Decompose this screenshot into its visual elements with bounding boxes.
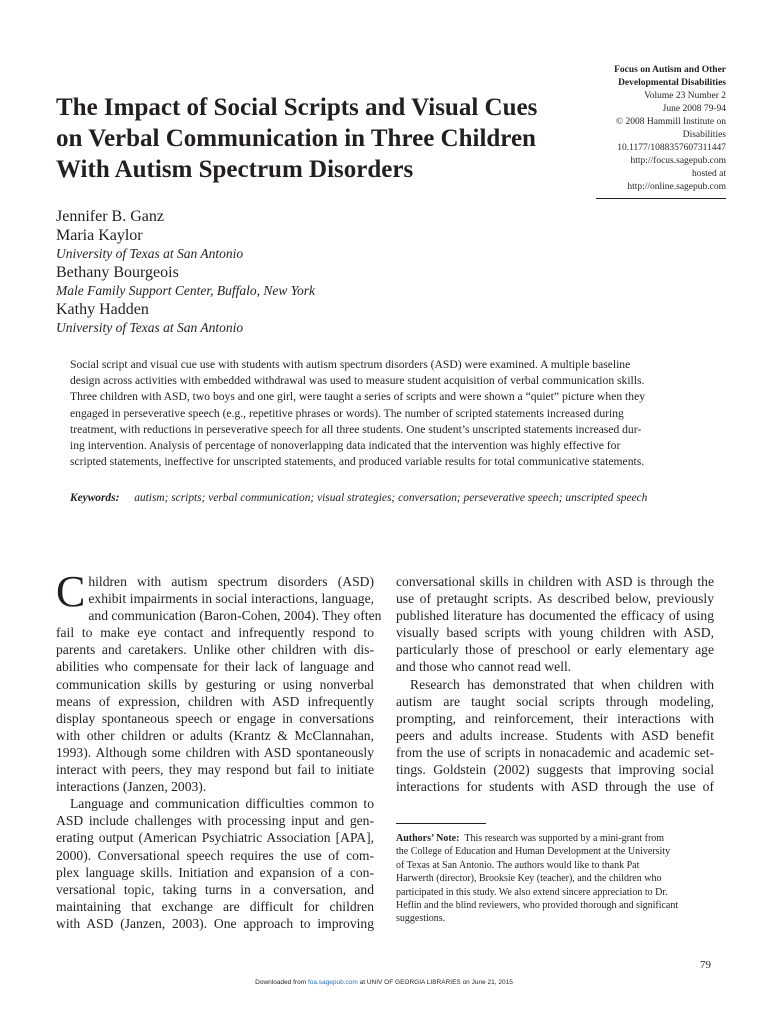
body-line: communication skills by gesturing or using nonverbal bbox=[56, 676, 374, 692]
authors-note-text: This research was supported by a mini-grant from bbox=[464, 833, 665, 844]
body-line: interact with peers, they may respond but fail to initiate bbox=[56, 762, 374, 778]
author-name: Jennifer B. Ganz bbox=[56, 208, 164, 225]
journal-url: http://focus.sagepub.com bbox=[630, 156, 726, 166]
author-name: Kathy Hadden bbox=[56, 301, 149, 318]
journal-date-pages: June 2008 79-94 bbox=[662, 104, 726, 114]
body-line: interactions (Janzen, 2003). bbox=[56, 779, 207, 795]
abstract-line: design across activities with embedded withdrawal was used to measure student acquisition of verbal communication skills. bbox=[70, 374, 645, 388]
keywords-text: autism; scripts; verbal communication; visual strategies; conversation; perseverative speech; unscripted speech bbox=[134, 492, 648, 504]
body-line: hildren with autism spectrum disorders (ASD) bbox=[88, 574, 374, 589]
authors-note bbox=[396, 832, 714, 926]
body-line: versational topic, taking turns in a conversation, and bbox=[56, 881, 374, 897]
body-line: display spontaneous speech or engage in conversations bbox=[56, 710, 374, 726]
body-line: maintaining that exchange are difficult for children bbox=[56, 898, 374, 914]
body-column-right bbox=[396, 573, 714, 795]
body-line: visually based scripts with young children with ASD, bbox=[396, 625, 714, 641]
body-line: abilities who compensate for their lack of language and bbox=[56, 659, 374, 675]
body-line: plex language skills. Initiation and expansion of a con- bbox=[56, 864, 374, 880]
title-line: The Impact of Social Scripts and Visual Cues bbox=[56, 94, 538, 121]
authors-note-line: of Texas at San Antonio. The authors would like to thank Pat bbox=[396, 859, 640, 871]
page-number: 79 bbox=[700, 959, 711, 971]
keywords bbox=[70, 492, 710, 504]
author-affiliation: University of Texas at San Antonio bbox=[56, 246, 244, 261]
authors-note-line: Heflin and the blind reviewers, who provided thorough and significant bbox=[396, 900, 679, 912]
authors-note-line: participated in this study. We also extend sincere appreciation to Dr. bbox=[396, 886, 668, 898]
body-line: and communication (Baron-Cohen, 2004). They often bbox=[88, 608, 382, 624]
body-line: with ASD (Janzen, 2003). One approach to improving bbox=[56, 915, 374, 931]
abstract-line: engaged in perseverative speech (e.g., repetitive phrases or words). The number of scripted statements increased during bbox=[70, 406, 624, 420]
authors-note-line: suggestions. bbox=[396, 913, 446, 925]
footer-suffix: at UNIV OF GEORGIA LIBRARIES on June 21, 2015 bbox=[359, 979, 513, 986]
body-line: Research has demonstrated that when children with bbox=[410, 676, 714, 692]
journal-name-line: Focus on Autism and Other bbox=[614, 65, 726, 75]
body-line: and those who cannot read well. bbox=[396, 659, 572, 675]
body-line: fail to make eye contact and infrequently respond to bbox=[56, 625, 374, 641]
body-line: prompting, and reinforcement, their interactions with bbox=[396, 710, 714, 726]
body-line: with other children or adults (Krantz & McClannahan, bbox=[56, 727, 374, 743]
footer-link[interactable]: foa.sagepub.com bbox=[307, 979, 358, 986]
journal-info-box bbox=[596, 64, 726, 199]
journal-online-url: http://online.sagepub.com bbox=[627, 182, 726, 192]
abstract-line: Three children with ASD, two boys and one girl, were taught a series of scripts and were shown a “quiet” picture when they bbox=[70, 390, 646, 404]
abstract bbox=[70, 357, 700, 470]
title-line: on Verbal Communication in Three Children bbox=[56, 125, 536, 152]
author-name: Maria Kaylor bbox=[56, 227, 143, 244]
body-line: particularly those of preschool or early elementary age bbox=[396, 642, 714, 658]
body-line: ASD include challenges with processing input and gen- bbox=[56, 813, 374, 829]
authors-note-label: Authors’ Note: bbox=[396, 833, 460, 844]
journal-name-line: Developmental Disabilities bbox=[618, 78, 726, 88]
article-title bbox=[56, 92, 596, 185]
body-line: use of pretaught scripts. As described below, previously bbox=[396, 591, 714, 607]
abstract-line: scripted statements, ineffective for unscripted statements, and produced variable results for total communicative statements. bbox=[70, 455, 645, 469]
author-affiliation: Male Family Support Center, Buffalo, New York bbox=[56, 283, 315, 298]
footnote-divider bbox=[396, 823, 486, 824]
abstract-line: treatment, with reductions in perseverative speech for all three students. One student’s unscripted statements increased dur- bbox=[70, 422, 642, 436]
author-affiliation: University of Texas at San Antonio bbox=[56, 320, 244, 335]
footer-prefix: Downloaded from bbox=[255, 979, 307, 986]
journal-copyright: © 2008 Hammill Institute on bbox=[615, 117, 726, 127]
authors-note-line: the College of Education and Human Development at the University bbox=[396, 846, 671, 858]
journal-hosted-at: hosted at bbox=[691, 169, 726, 179]
authors-note-line: Harwerth (director), Brooksie Key (teacher), and the children who bbox=[396, 873, 662, 885]
drop-cap: C bbox=[56, 567, 86, 616]
title-line: With Autism Spectrum Disorders bbox=[56, 156, 414, 183]
body-line: from the use of scripts in nonacademic and academic set- bbox=[396, 744, 714, 760]
body-line: 1993). Although some children with ASD spontaneously bbox=[56, 744, 374, 760]
abstract-line: ing intervention. Analysis of percentage of nonoverlapping data indicated that the intervention was highly effective for bbox=[70, 439, 621, 453]
body-line: exhibit impairments in social interactions, language, bbox=[88, 591, 374, 607]
journal-doi: 10.1177/1088357607311447 bbox=[617, 143, 726, 153]
download-footer bbox=[0, 979, 768, 986]
body-line: published literature has documented the efficacy of using bbox=[396, 608, 714, 624]
body-line: tings. Goldstein (2002) suggests that improving social bbox=[396, 762, 714, 778]
journal-volume: Volume 23 Number 2 bbox=[644, 91, 726, 101]
body-line: means of expression, children with ASD infrequently bbox=[56, 693, 374, 709]
body-line: parents and caretakers. Unlike other children with dis- bbox=[56, 642, 374, 658]
author-list bbox=[56, 207, 556, 337]
abstract-line: Social script and visual cue use with students with autism spectrum disorders (ASD) were examined. A multiple baseline bbox=[70, 358, 631, 371]
body-column-left bbox=[56, 567, 382, 932]
body-line: erating output (American Psychiatric Association [APA], bbox=[56, 830, 374, 846]
body-line: 2000). Conversational speech requires the use of com- bbox=[56, 847, 374, 863]
body-line: autism are taught social scripts through modeling, bbox=[396, 693, 714, 709]
authors-note-first-line bbox=[396, 832, 714, 845]
journal-copyright-cont: Disabilities bbox=[682, 130, 726, 140]
author-name: Bethany Bourgeois bbox=[56, 264, 179, 281]
keywords-label: Keywords: bbox=[70, 492, 120, 504]
body-line: interactions for students with ASD through the use of bbox=[396, 779, 714, 795]
body-line: Language and communication difficulties common to bbox=[70, 796, 374, 812]
body-line: peers and adults increase. Students with ASD benefit bbox=[396, 727, 714, 743]
body-line: conversational skills in children with ASD is through the bbox=[396, 574, 714, 589]
